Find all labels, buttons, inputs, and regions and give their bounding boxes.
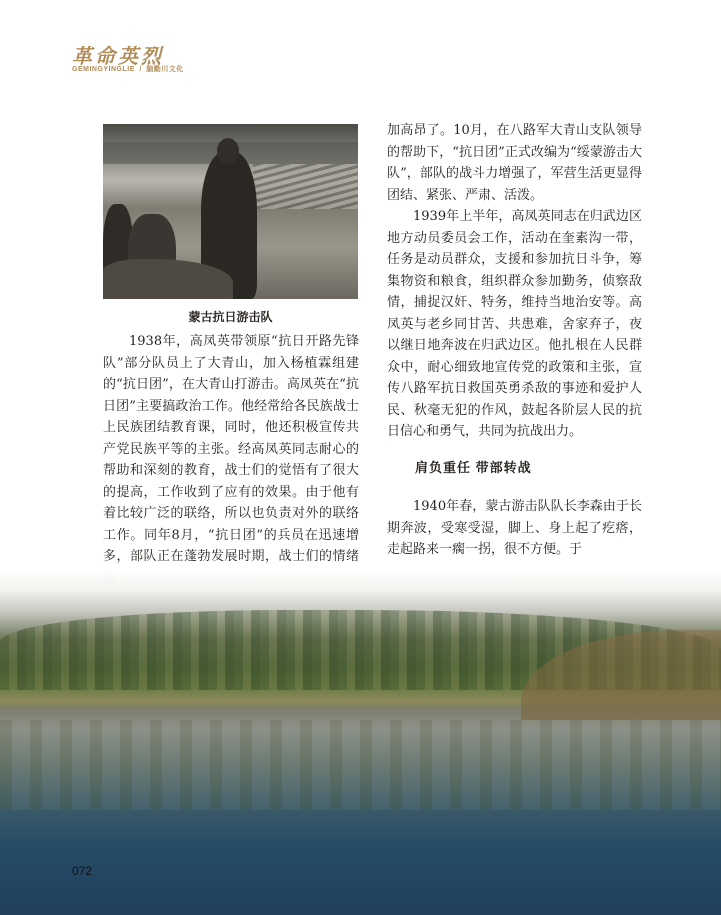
left-column [103,331,359,589]
body-paragraph: 1940年春，蒙古游击队队长李森由于长期奔波，受寒受湿，脚上、身上起了疙瘩，走起路来一瘸一拐，很不方便。于 [387,499,642,557]
subtitle-separator: / [139,66,142,73]
column-title: 革命英烈 [72,44,164,68]
body-paragraph: 1939年上半年，高凤英同志在归武边区地方动员委员会工作，活动在奎素沟一带，任务是动员群众，支援和参加抗日斗争，筹集物资和粮食，组织群众参加勤务，侦察敌情，捕捉汉奸、特务，维持当地治安等。高凤英与老乡同甘苦、共患难，舍家弃子，夜以继日地奔波在归武边区。他扎根在人民群众中，耐心细致地宣传党的政策和主张，宣传八路军抗日救国英勇杀敌的事迹和爱护人民、秋毫无犯的作风，鼓起各阶层人民的抗日信心和勇气，共同为抗战出力。 [387,209,642,439]
column-subtitle [72,64,184,74]
photo-soldier-head [217,138,239,164]
photo-caption: 蒙古抗日游击队 [188,310,273,324]
lake-landscape-image [0,570,721,915]
landscape-reflection [0,720,721,810]
body-paragraph: 加高昂了。10月，在八路军大青山支队领导的帮助下，“抗日团”正式改编为“绥蒙游击大队”，部队的战斗力增强了，军营生活更显得团结、紧张、严肃、活泼。 [387,123,642,203]
page-number: 072 [72,864,93,878]
column-subtitle-cn: 脑勤川文化 [146,66,184,73]
column-subtitle-en: GEMINGYINGLIE [72,66,135,73]
section-heading: 肩负重任 带部转战 [415,459,532,475]
body-paragraph: 1938年，高凤英带领原“抗日开路先锋队”部分队员上了大青山，加入杨植霖组建的“抗日团”，在大青山打游击。高凤英在“抗日团”主要搞政治工作。他经常给各民族战士上民族团结教育课，同时，他还积极宣传共产党民族平等的主张。经高凤英同志耐心的帮助和深刻的教育，战士们的觉悟有了很大的提高，工作收到了应有的效果。由于他有着比较广泛的联络，所以也负责对外的联络工作。同年8月，“抗日团”的兵员在迅速增多，部队正在蓬勃发展时期，战士们的情绪 [103,334,359,564]
photo-field [253,164,358,209]
historical-photo [103,124,358,299]
right-column [387,120,642,561]
page-header [72,40,184,73]
